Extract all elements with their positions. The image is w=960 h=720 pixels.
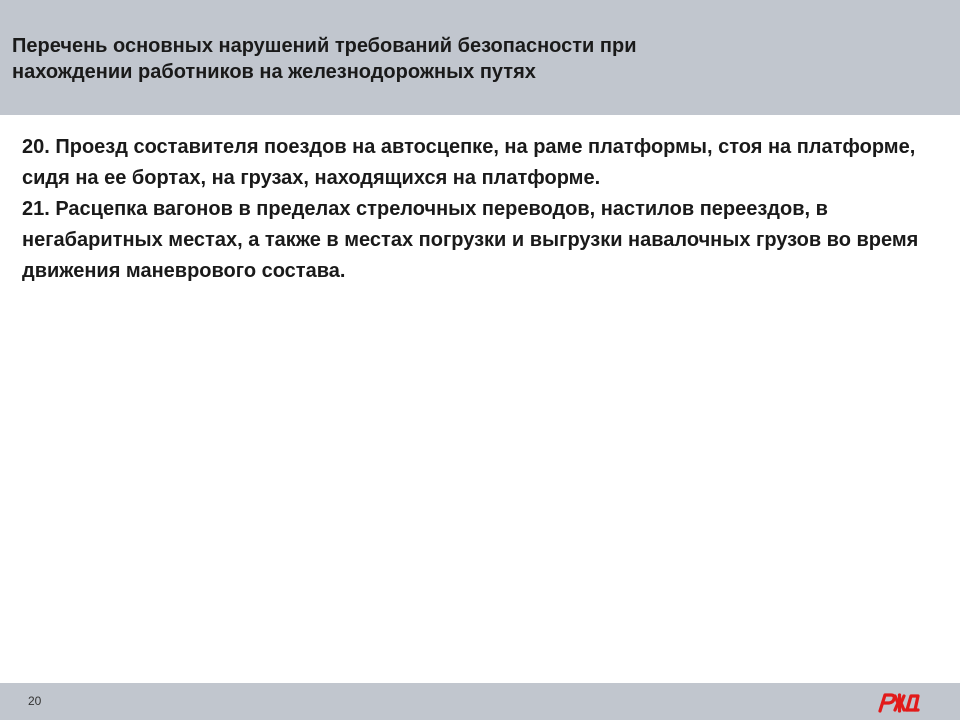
page-number: 20 — [28, 694, 42, 708]
footer-band — [0, 683, 960, 720]
rzd-logo-icon — [876, 691, 922, 713]
slide-title — [12, 33, 912, 85]
item-20-text: 20. Проезд составителя поездов на автосцепке, на раме платформы, стоя на платформе, сидя на ее бортах, на грузах, находящихся на платформе. — [22, 136, 916, 189]
slide-body — [22, 132, 932, 287]
item-21-text: 21. Расцепка вагонов в пределах стрелочных переводов, настилов переездов, в негабаритных местах, а также в местах погрузки и выгрузки навалочных грузов во время движения маневрового состава. — [22, 198, 919, 282]
header-band — [0, 0, 960, 115]
slide-title-line-1: Перечень основных нарушений требований безопасности при — [12, 35, 637, 57]
slide-title-line-2: нахождении работников на железнодорожных путях — [12, 61, 536, 83]
